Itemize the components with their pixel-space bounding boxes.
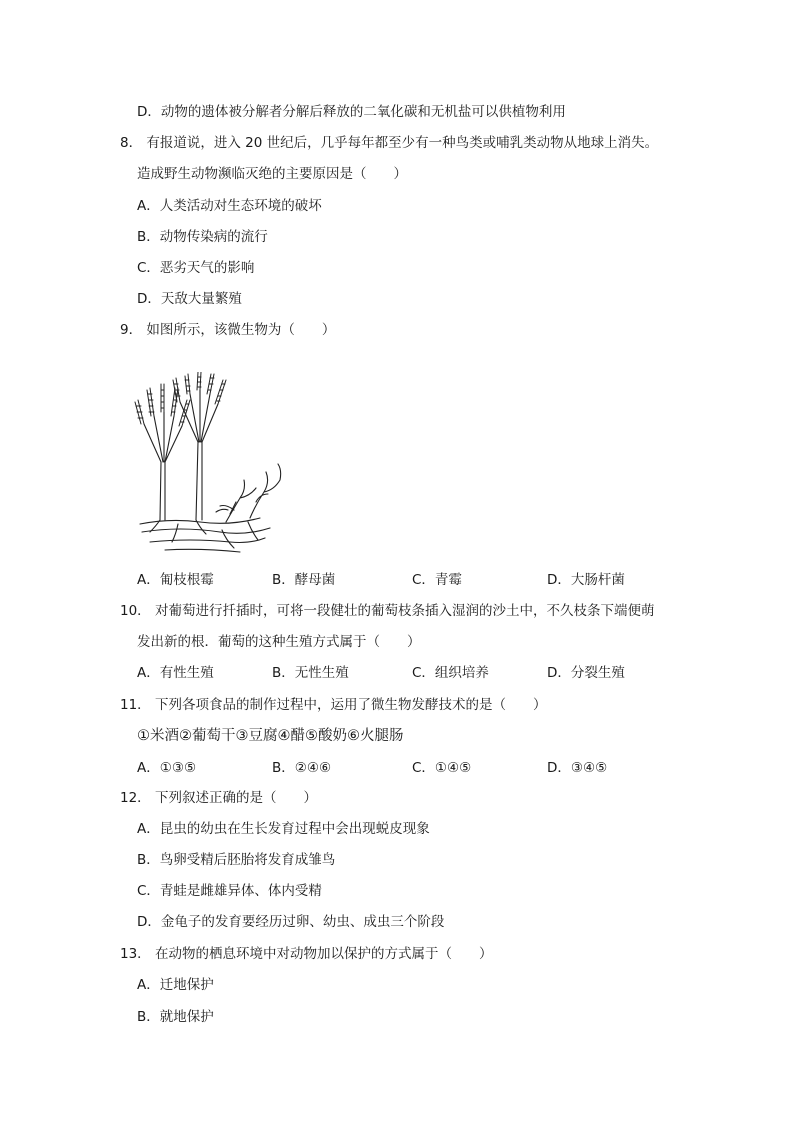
q12-option-c: C．青蛙是雌雄异体、体内受精	[137, 883, 322, 899]
q9-option-c: C．青霉	[412, 572, 462, 588]
q8-option-b: B．动物传染病的流行	[137, 229, 268, 245]
q13-option-a: A．迁地保护	[137, 977, 214, 993]
q11-stem: 11． 下列各项食品的制作过程中，运用了微生物发酵技术的是（ ）	[120, 697, 547, 713]
q12-option-a: A．昆虫的幼虫在生长发育过程中会出现蜕皮现象	[137, 821, 430, 837]
q10-option-b: B．无性生殖	[272, 665, 349, 681]
q11-option-a: A．①③⑤	[137, 760, 197, 776]
penicillium-illustration-icon	[130, 372, 290, 560]
q11-items: ①米酒②葡萄干③豆腐④醋⑤酸奶⑥火腿肠	[137, 728, 404, 744]
q10-option-d: D．分裂生殖	[547, 665, 625, 681]
q10-stem-line2: 发出新的根．葡萄的这种生殖方式属于（ ）	[137, 634, 421, 650]
q9-option-a: A．匍枝根霉	[137, 572, 214, 588]
q8-stem-line2: 造成野生动物濒临灭绝的主要原因是（ ）	[137, 166, 407, 182]
q10-option-c: C．组织培养	[412, 665, 489, 681]
q9-stem: 9． 如图所示，该微生物为（ ）	[120, 322, 336, 338]
q10-stem-line1: 10． 对葡萄进行扦插时，可将一段健壮的葡萄枝条插入湿润的沙土中，不久枝条下端便萌	[120, 603, 655, 619]
q9-option-b: B．酵母菌	[272, 572, 336, 588]
q12-option-b: B．鸟卵受精后胚胎将发育成雏鸟	[137, 852, 336, 868]
q9-option-d: D．大肠杆菌	[547, 572, 625, 588]
q7-option-d: D．动物的遗体被分解者分解后释放的二氧化碳和无机盐可以供植物利用	[137, 104, 566, 120]
q8-option-d: D．天敌大量繁殖	[137, 291, 242, 307]
q11-option-c: C．①④⑤	[412, 760, 472, 776]
q12-stem: 12． 下列叙述正确的是（ ）	[120, 790, 317, 806]
q10-option-a: A．有性生殖	[137, 665, 214, 681]
q11-option-d: D．③④⑤	[547, 760, 608, 776]
q13-option-b: B．就地保护	[137, 1009, 214, 1025]
q11-option-b: B．②④⑥	[272, 760, 332, 776]
q8-option-c: C．恶劣天气的影响	[137, 260, 255, 276]
q8-stem-line1: 8． 有报道说，进入 20 世纪后，几乎每年都至少有一种鸟类或哺乳类动物从地球上消失。	[120, 135, 659, 151]
q12-option-d: D．金龟子的发育要经历过卵、幼虫、成虫三个阶段	[137, 914, 445, 930]
q8-option-a: A．人类活动对生态环境的破坏	[137, 198, 322, 214]
q13-stem: 13． 在动物的栖息环境中对动物加以保护的方式属于（ ）	[120, 946, 493, 962]
